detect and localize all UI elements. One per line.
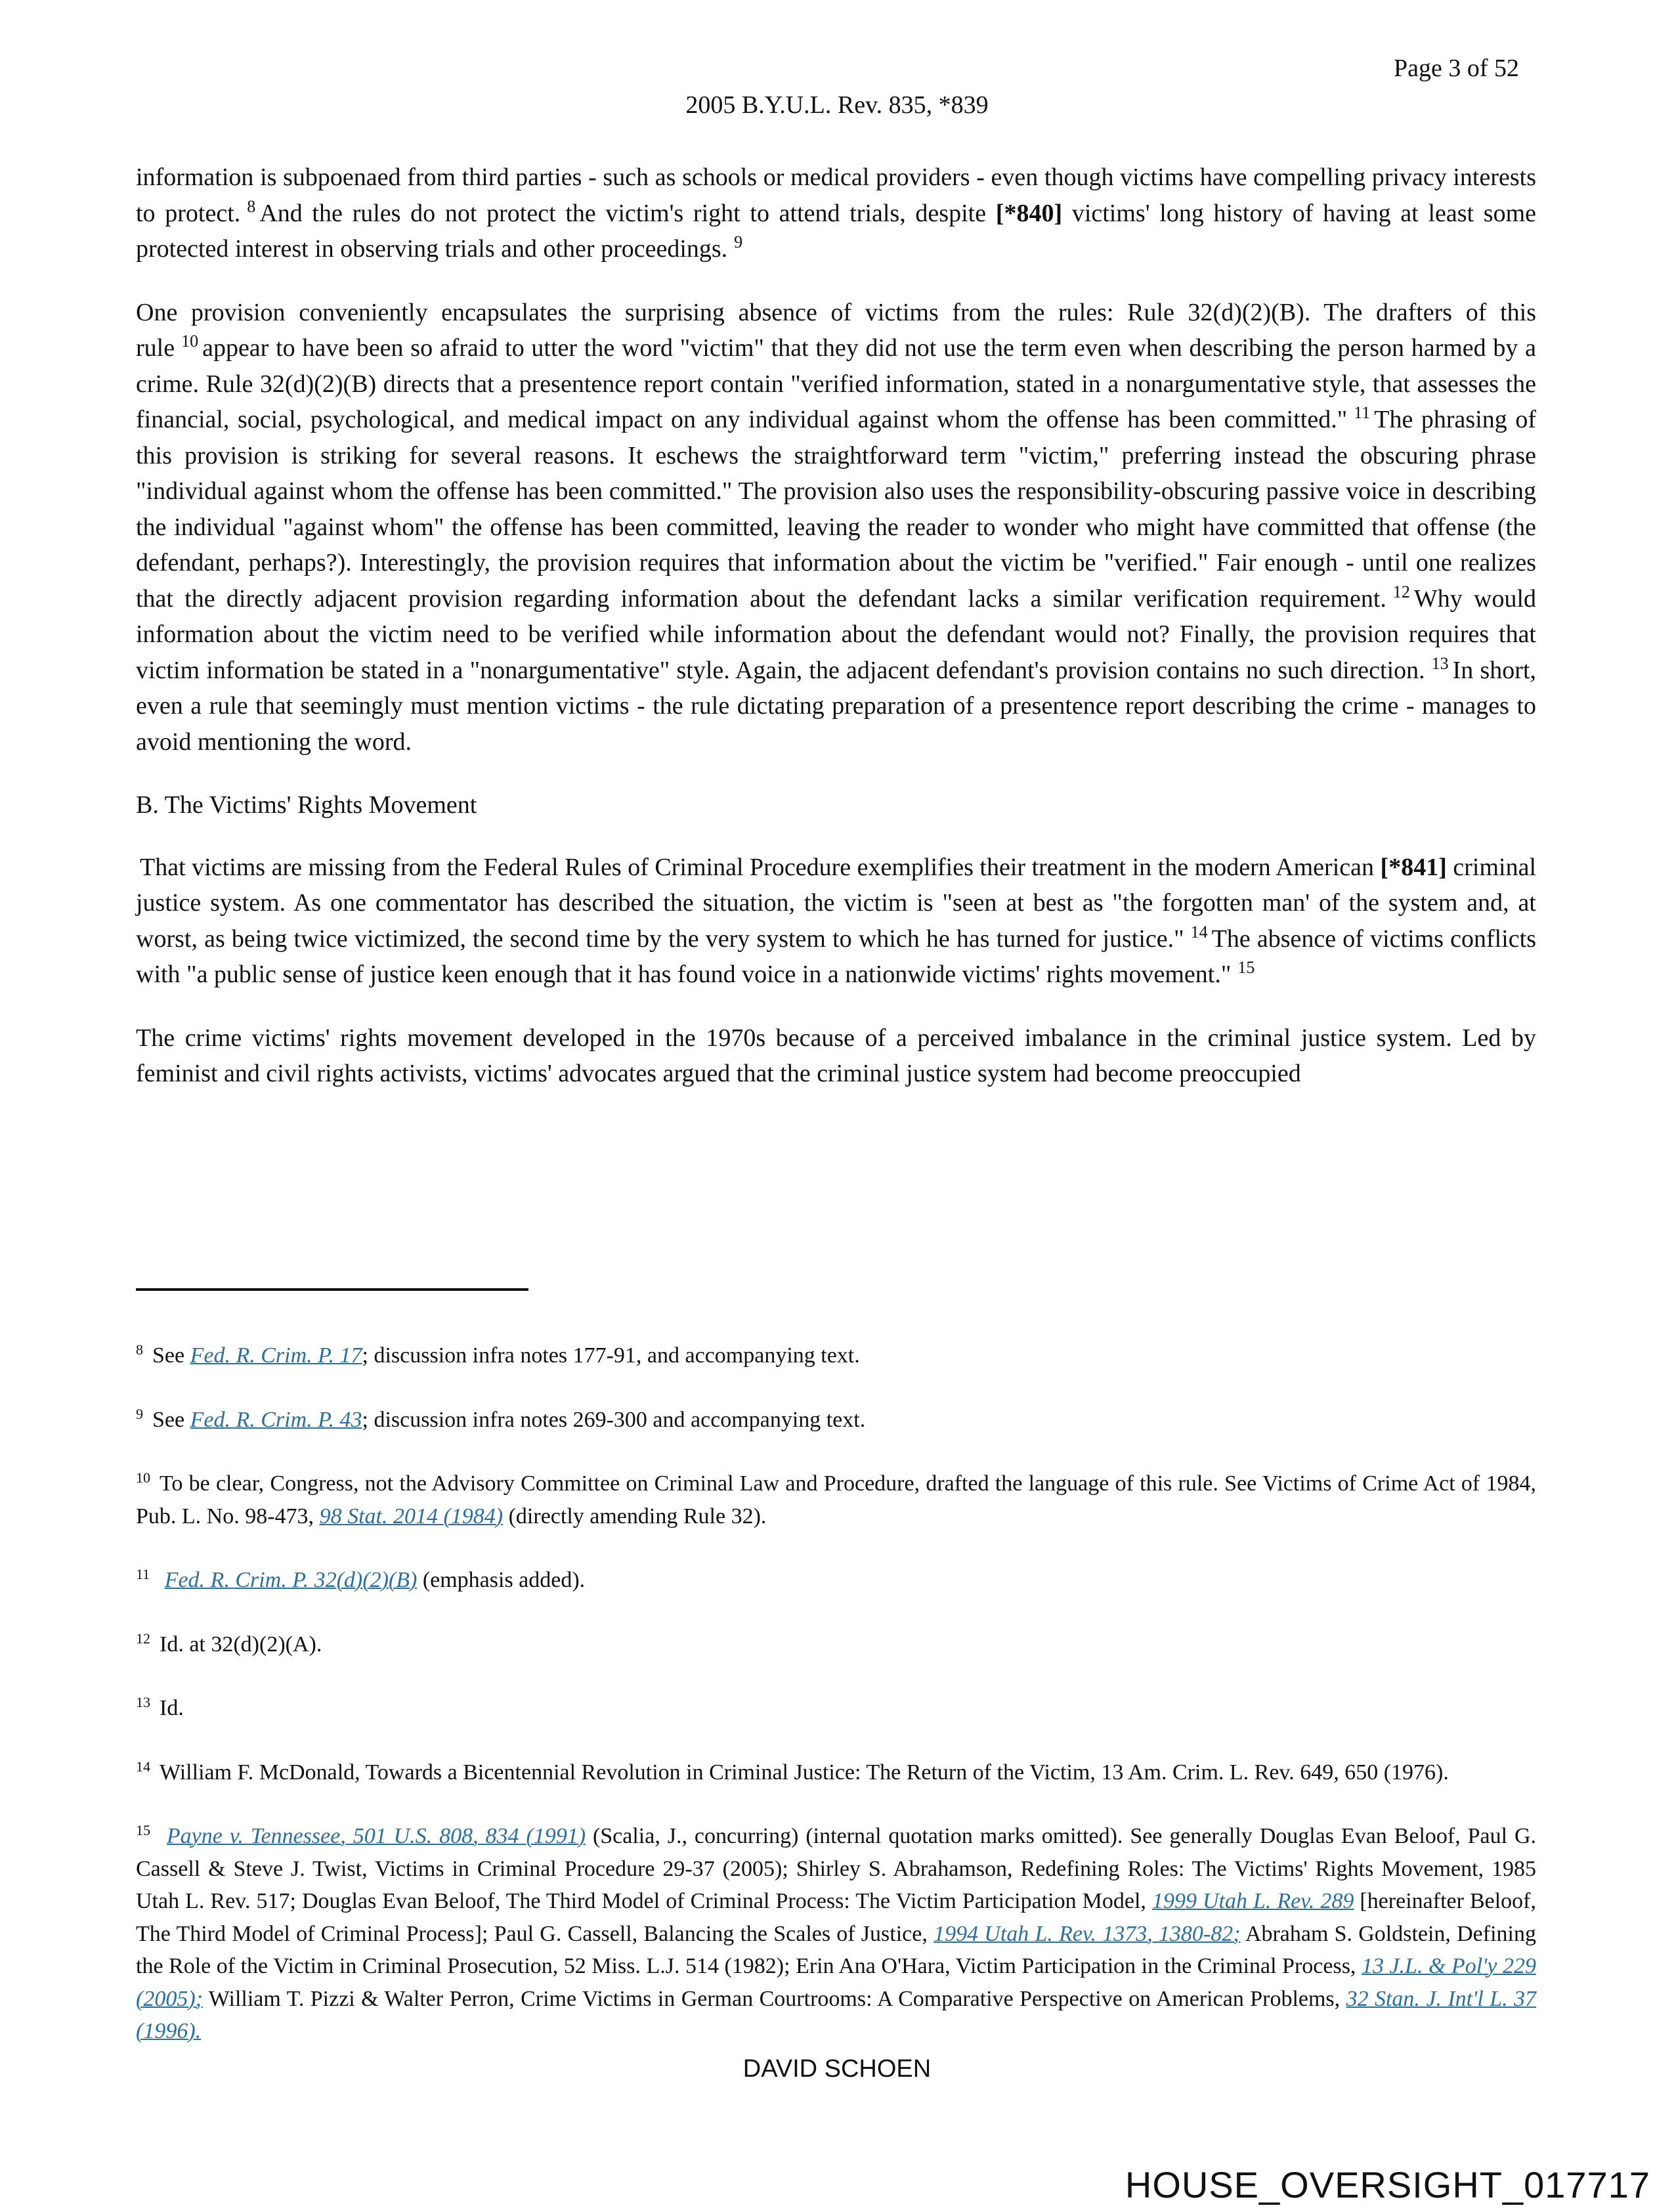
citation-link[interactable]: 1999 Utah L. Rev. 289 — [1151, 1889, 1354, 1913]
footnote-12: $^{12}$ Id. at 32(d)(2)(A). — [136, 1630, 322, 1657]
footnote-11: $^{11}$ Fed. R. Crim. P. 32(d)(2)(B) (emphasis added). — [136, 1566, 586, 1592]
citation-link[interactable]: 1994 Utah L. Rev. 1373, 1380-82; — [934, 1921, 1241, 1946]
footnote-8: $^8$ See Fed. R. Crim. P. 17; discussion infra notes 177-91, and accompanying text. — [136, 1341, 860, 1368]
footer-author: DAVID SCHOEN — [742, 2055, 932, 2083]
citation-link[interactable]: Fed. R. Crim. P. 17 — [190, 1343, 362, 1368]
star-page-840: [*840] — [995, 199, 1063, 227]
footnote-ref-13[interactable]: 13 — [1431, 653, 1449, 673]
citation-link[interactable]: 32 Stan. J. Int'l L. 37 (1996). — [136, 1986, 1537, 2043]
paragraph-3: That victims are missing from the Federal Rules of Criminal Procedure exemplifies their treatment in the modern American [*841] criminal justice system. As one commentator has described the situation, the victim is "seen at best as "the forgotten man' of the system and, at worst, as being twice victimized, the second time by the very system to which he has turned for justice." $^{14}$ The absence of victims conflicts with "a public sense of justice keen enough that it has found voice in a nationwide victims' rights movement." $^{15}$ — [136, 853, 1537, 988]
citation-link[interactable]: Payne v. Tennessee, 501 U.S. 808, 834 (1991) — [166, 1824, 586, 1848]
footnote-ref-11[interactable]: 11 — [1354, 403, 1371, 422]
footnote-10: $^{10}$ To be clear, Congress, not the Advisory Committee on Criminal Law and Procedure, drafted the language of this rule. See Victims of Crime Act of 1984, Pub. L. No. 98-473, 98 Stat. 2014 (1984) (directly amending Rule 32). — [136, 1469, 1536, 1529]
citation-link[interactable]: 98 Stat. 2014 (1984) — [319, 1504, 504, 1529]
footnotes — [136, 1339, 1536, 2079]
footnote-14: $^{14}$ William F. McDonald, Towards a Bicentennial Revolution in Criminal Justice: The Return of the Victim, 13 Am. Crim. L. Rev. 649, 650 (1976). — [136, 1758, 1449, 1785]
footnote-ref-15[interactable]: 15 — [1237, 958, 1255, 977]
running-head-citation: 2005 B.Y.U.L. Rev. 835, *839 — [685, 91, 989, 119]
footnote-ref-9[interactable]: 9 — [734, 232, 743, 251]
page-indicator: Page 3 of 52 — [1393, 54, 1519, 82]
citation-link[interactable]: Fed. R. Crim. P. 43 — [190, 1407, 362, 1432]
citation-link[interactable]: 13 J.L. & Pol'y 229 (2005); — [136, 1954, 1537, 2011]
section-heading: B. The Victims' Rights Movement — [136, 791, 477, 819]
paragraph-4: The crime victims' rights movement developed in the 1970s because of a perceived imbalance in the criminal justice system. Led by feminist and civil rights activists, victims' advocates argued that the criminal justice system had become preoccupied — [136, 1024, 1536, 1087]
footnote-ref-12[interactable]: 12 — [1392, 582, 1410, 601]
citation-link[interactable]: Fed. R. Crim. P. 32(d)(2)(B) — [164, 1568, 418, 1592]
footnote-separator — [136, 1288, 528, 1291]
footnote-9: $^9$ See Fed. R. Crim. P. 43; discussion infra notes 269-300 and accompanying text. — [136, 1405, 866, 1432]
footnote-15: $^{15}$ Payne v. Tennessee, 501 U.S. 808, 834 (1991) (Scalia, J., concurring) (internal quotation marks omitted). See generally Douglas Evan Beloof, Paul G. Cassell & Steve J. Twist, Victims in Criminal Procedure 29-37 (2005); Shirley S. Abrahamson, Redefining Roles: The Victims' Rights Movement, 1985 Utah L. Rev. 517; Douglas Evan Beloof, The Third Model of Criminal Process: The Victim Participation Model, 1999 Utah L. Rev. 289 [hereinafter Beloof, The Third Model of Criminal Process]; Paul G. Cassell, Balancing the Scales of Justice, 1994 Utah L. Rev. 1373, 1380-82; Abraham S. Goldstein, Defining the Role of the Victim in Criminal Prosecution, 52 Miss. L.J. 514 (1982); Erin Ana O'Hara, Victim Participation in the Criminal Process, 13 J.L. & Pol'y 229 (2005); William T. Pizzi & Walter Perron, Crime Victims in German Courtrooms: A Comparative Perspective on American Problems, 32 Stan. J. Int'l L. 37 (1996). — [136, 1822, 1537, 2043]
footnote-ref-10[interactable]: 10 — [181, 332, 199, 351]
paragraph-1: information is subpoenaed from third parties - such as schools or medical providers - even though victims have compelling privacy interests to protect. $^8$ And the rules do not protect the victim's right to attend trials, despite [*840] victims' long history of having at least some protected interest in observing trials and other proceedings. $^9$ — [136, 163, 1537, 263]
paragraph-2: One provision conveniently encapsulates the surprising absence of victims from the rules: Rule 32(d)(2)(B). The drafters of this rule $^{10}$ appear to have been so afraid to utter the word "victim" that they did not use the term even when describing the person harmed by a crime. Rule 32(d)(2)(B) directs that a presentence report contain "verified information, stated in a nonargumentative style, that assesses the financial, social, psychological, and medical impact on any individual against whom the offense has been committed." $^{11}$ The phrasing of this provision is striking for several reasons. It eschews the straightforward term "victim," preferring instead the obscuring phrase "individual against whom the offense has been committed." The provision also uses the responsibility-obscuring passive voice in describing the individual "against whom" the offense has been committed, leaving the reader to wonder who might have committed that offense (the defendant, perhaps?). Interestingly, the provision requires that information about the victim be "verified." Fair enough - until one realizes that the directly adjacent provision regarding information about the defendant lacks a similar verification requirement. $^{12}$ Why would information about the victim need to be verified while information about the defendant would not? Finally, the provision requires that victim information be stated in a "nonargumentative" style. Again, the adjacent defendant's provision contains no such direction. $^{13}$ In short, even a rule that seemingly must mention victims - the rule dictating preparation of a presentence report describing the crime - manages to avoid mentioning the word. — [136, 298, 1537, 756]
bates-number: HOUSE_OVERSIGHT_017717 — [1125, 2164, 1650, 2205]
footnote-ref-8[interactable]: 8 — [247, 196, 256, 216]
footnote-ref-14[interactable]: 14 — [1190, 922, 1208, 942]
main-text — [136, 160, 1536, 1119]
footnote-13: $^{13}$ Id. — [136, 1694, 184, 1720]
star-page-841: [*841] — [1380, 853, 1447, 881]
